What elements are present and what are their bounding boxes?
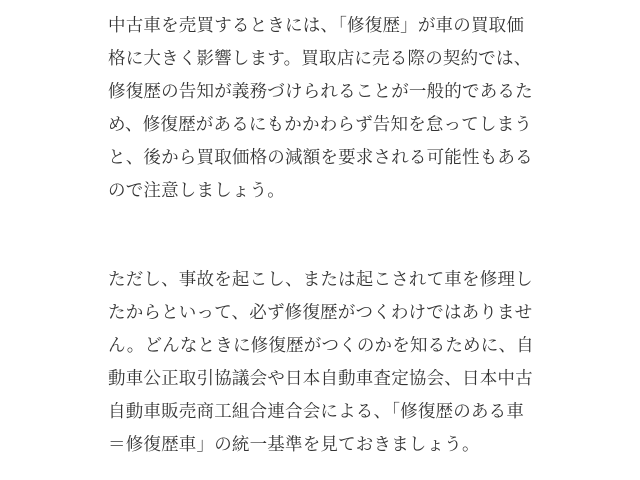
paragraph-2: ただし、事故を起こし、または起こされて車を修理したからといって、必ず修復歴がつくわけではありません。どんなときに修復歴がつくのかを知るために、自動車公正取引協議会や日本自動車査定協会、日本中古自動車販売商工組合連合会による、「修復歴のある車＝修復歴車」の統一基準を見ておきましょう。: [108, 270, 534, 455]
document-text-body: [108, 10, 538, 462]
paragraph-1: 中古車を売買するときには、「修復歴」が車の買取価格に大きく影響します。買取店に売る際の契約では、修復歴の告知が義務づけられることが一般的であるため、修復歴があるにもかかわらず告知を怠ってしまうと、後から買取価格の減額を要求される可能性もあるので注意しましょう。: [108, 16, 533, 201]
